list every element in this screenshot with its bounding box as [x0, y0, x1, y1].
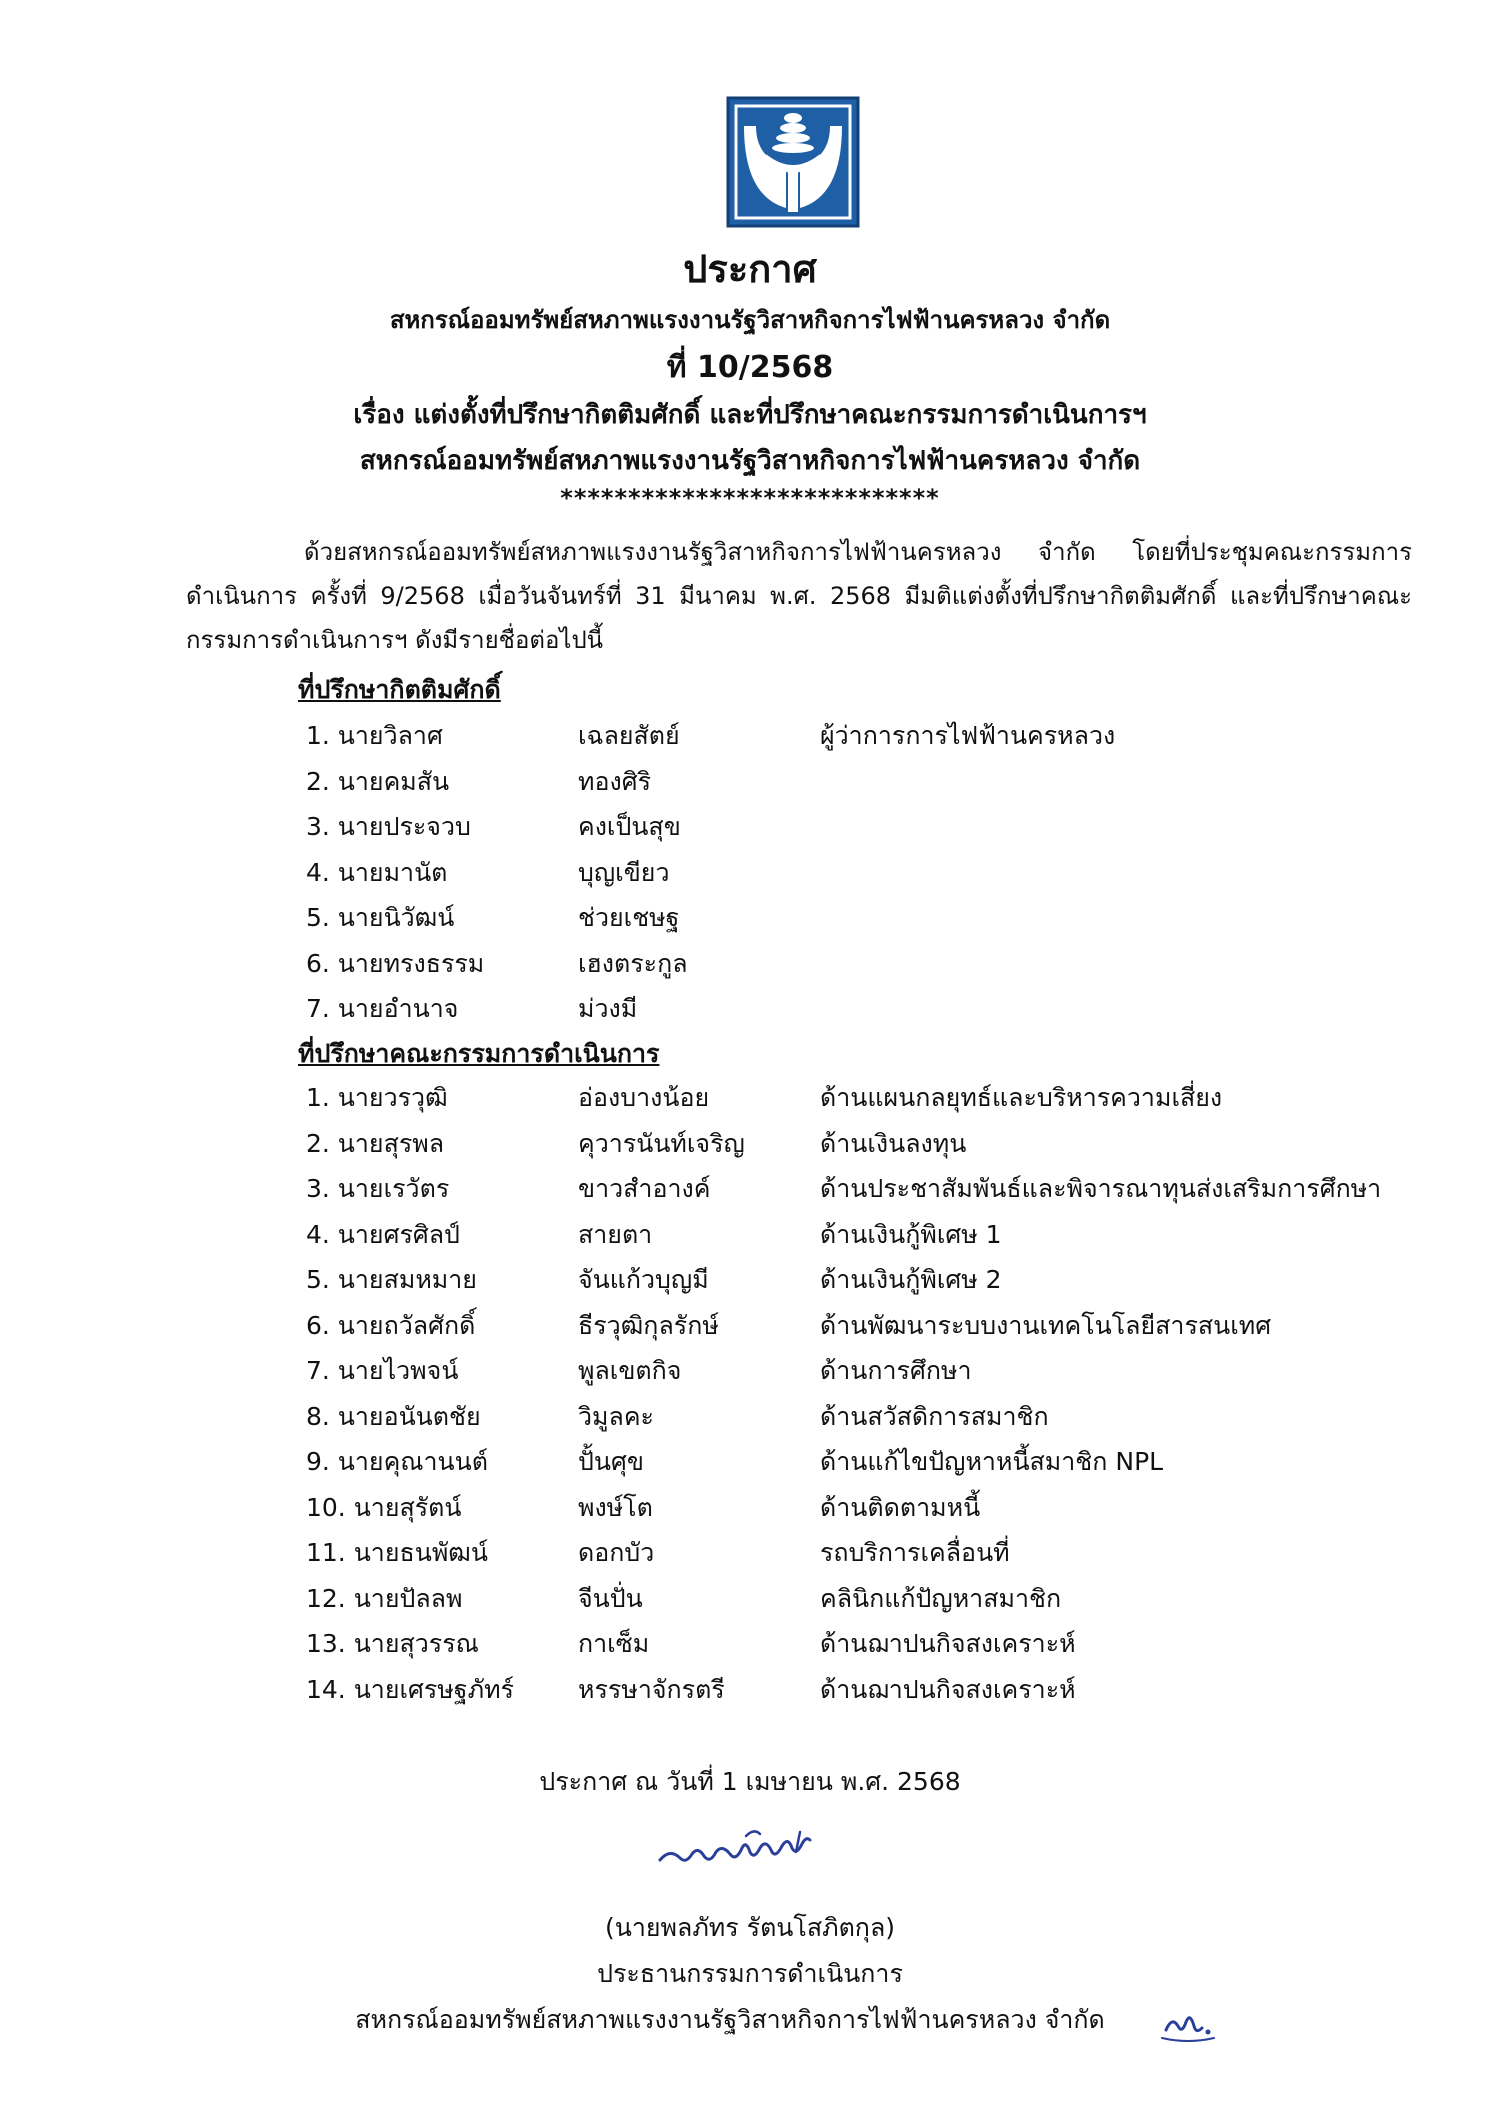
- member-surname: ธีรวุฒิกุลรักษ์: [578, 1310, 719, 1340]
- member-role: ด้านพัฒนาระบบงานเทคโนโลยีสารสนเทศ: [820, 1310, 1272, 1340]
- member-name: 3. นายเรวัตร: [306, 1174, 450, 1203]
- member-role: ด้านฌาปนกิจสงเคราะห์: [820, 1674, 1076, 1704]
- member-name: 6. นายถวัลศักดิ์: [306, 1310, 476, 1340]
- member-role: ด้านประชาสัมพันธ์และพิจารณาทุนส่งเสริมการศึกษา: [820, 1174, 1382, 1203]
- honorary-row: [0, 989, 1500, 1029]
- member-surname: ปั้นศุข: [578, 1447, 644, 1476]
- member-name: 6. นายทรงธรรม: [306, 948, 485, 978]
- member-surname: วิมูลคะ: [578, 1401, 654, 1431]
- signer-position: ประธานกรรมการดำเนินการ: [597, 1959, 903, 1988]
- member-surname: ขาวสำอางค์: [578, 1174, 711, 1203]
- honorary-row: [0, 762, 1500, 802]
- member-name: 7. นายอำนาจ: [306, 994, 459, 1023]
- signer-organization: สหกรณ์ออมทรัพย์สหภาพแรงงานรัฐวิสาหกิจการไฟฟ้านครหลวง จำกัด: [355, 2005, 1105, 2034]
- member-name: 8. นายอนันตชัย: [306, 1401, 481, 1431]
- committee-row: [0, 1579, 1500, 1619]
- member-surname: ทองศิริ: [578, 766, 651, 796]
- member-name: 5. นายนิวัฒน์: [306, 903, 455, 932]
- committee-row: [0, 1442, 1500, 1482]
- body-paragraph-text: ด้วยสหกรณ์ออมทรัพย์สหภาพแรงงานรัฐวิสาหกิจการไฟฟ้านครหลวง จำกัด โดยที่ประชุมคณะกรรมการดำเนินการ ครั้งที่ 9/2568 เมื่อวันจันทร์ที่ 31 มีนาคม พ.ศ. 2568 มีมติแต่งตั้งที่ปรึกษากิตติมศักดิ์ และที่ปรึกษาคณะกรรมการดำเนินการฯ ดังมีรายชื่อต่อไปนี้: [186, 538, 1412, 654]
- member-name: 10. นายสุรัตน์: [306, 1492, 462, 1522]
- member-name: 2. นายสุรพล: [306, 1128, 445, 1158]
- honorary-row: [0, 898, 1500, 938]
- member-role: ด้านแก้ไขปัญหาหนี้สมาชิก NPL: [820, 1447, 1164, 1476]
- member-surname: กาเซ็ม: [578, 1629, 650, 1658]
- subject-line: เรื่อง แต่งตั้งที่ปรึกษากิตติมศักดิ์ และที่ปรึกษาคณะกรรมการดำเนินการฯ: [353, 400, 1147, 430]
- member-role: ด้านสวัสดิการสมาชิก: [820, 1401, 1049, 1431]
- member-surname: หรรษาจักรตรี: [578, 1674, 725, 1704]
- honorary-row: [0, 944, 1500, 984]
- announcement-number: ที่ 10/2568: [666, 350, 834, 385]
- member-role: ด้านเงินลงทุน: [820, 1128, 967, 1158]
- member-name: 5. นายสมหมาย: [306, 1265, 477, 1294]
- committee-row: [0, 1670, 1500, 1710]
- committee-row: [0, 1306, 1500, 1346]
- member-surname: เฉลยสัตย์: [578, 721, 680, 750]
- member-role: ด้านเงินกู้พิเศษ 1: [820, 1219, 1002, 1249]
- member-role: ด้านฌาปนกิจสงเคราะห์: [820, 1629, 1076, 1658]
- body-paragraph: [186, 530, 1412, 662]
- member-surname: พูลเขตกิจ: [578, 1356, 682, 1385]
- committee-row: [0, 1397, 1500, 1437]
- member-name: 12. นายปัลลพ: [306, 1583, 463, 1613]
- member-name: 11. นายธนพัฒน์: [306, 1538, 488, 1567]
- member-role: ด้านการศึกษา: [820, 1356, 972, 1385]
- member-name: 1. นายวรวุฒิ: [306, 1083, 448, 1112]
- member-role: รถบริการเคลื่อนที่: [820, 1538, 1010, 1567]
- subject-organization: สหกรณ์ออมทรัพย์สหภาพแรงงานรัฐวิสาหกิจการไฟฟ้านครหลวง จำกัด: [359, 446, 1141, 476]
- cooperative-logo-icon: [726, 96, 860, 228]
- member-surname: ดอกบัว: [578, 1538, 655, 1567]
- member-name: 9. นายคุณานนต์: [306, 1447, 488, 1476]
- member-surname: อ่องบางน้อย: [578, 1083, 710, 1112]
- member-role: ด้านติดตามหนี้: [820, 1492, 981, 1522]
- signature-image: [650, 1818, 830, 1878]
- member-name: 4. นายมานัต: [306, 857, 448, 887]
- member-name: 14. นายเศรษฐภัทร์: [306, 1674, 514, 1704]
- member-name: 7. นายไวพจน์: [306, 1356, 459, 1385]
- committee-row: [0, 1078, 1500, 1118]
- organization-name: สหกรณ์ออมทรัพย์สหภาพแรงงานรัฐวิสาหกิจการไฟฟ้านครหลวง จำกัด: [389, 306, 1111, 334]
- committee-row: [0, 1260, 1500, 1300]
- honorary-row: [0, 716, 1500, 756]
- page-title: ประกาศ: [683, 247, 817, 291]
- member-surname: คงเป็นสุข: [578, 812, 681, 841]
- member-surname: จันแก้วบุญมี: [578, 1265, 709, 1294]
- honorary-row: [0, 807, 1500, 847]
- member-surname: จีนปั่น: [578, 1583, 643, 1613]
- member-name: 13. นายสุวรรณ: [306, 1629, 479, 1658]
- honorary-row: [0, 853, 1500, 893]
- member-surname: สายตา: [578, 1219, 653, 1249]
- committee-heading: ที่ปรึกษาคณะกรรมการดำเนินการ: [298, 1039, 660, 1068]
- honorary-heading: ที่ปรึกษากิตติมศักดิ์: [298, 675, 501, 704]
- member-name: 2. นายคมสัน: [306, 766, 450, 796]
- initial-mark-image: [1158, 2000, 1218, 2044]
- member-role: ด้านเงินกู้พิเศษ 2: [820, 1265, 1002, 1294]
- member-surname: ม่วงมี: [578, 994, 638, 1023]
- member-name: 1. นายวิลาศ: [306, 721, 443, 750]
- committee-row: [0, 1169, 1500, 1209]
- signer-name: (นายพลภัทร รัตนโสภิตกุล): [604, 1913, 896, 1942]
- member-role: คลินิกแก้ปัญหาสมาชิก: [820, 1583, 1062, 1613]
- committee-row: [0, 1624, 1500, 1664]
- member-surname: ช่วยเชษฐ: [578, 903, 680, 932]
- committee-row: [0, 1533, 1500, 1573]
- announce-date: ประกาศ ณ วันที่ 1 เมษายน พ.ศ. 2568: [539, 1767, 961, 1796]
- member-surname: คุวารนันท์เจริญ: [578, 1128, 745, 1158]
- member-surname: เฮงตระกูล: [578, 948, 688, 978]
- committee-row: [0, 1488, 1500, 1528]
- member-name: 4. นายศรศิลป์: [306, 1219, 460, 1249]
- committee-row: [0, 1351, 1500, 1391]
- member-surname: พงษ์โต: [578, 1492, 653, 1522]
- committee-row: [0, 1215, 1500, 1255]
- member-surname: บุญเขียว: [578, 857, 670, 887]
- member-role: ด้านแผนกลยุทธ์และบริหารความเสี่ยง: [820, 1083, 1223, 1112]
- member-name: 3. นายประจวบ: [306, 812, 471, 841]
- committee-row: [0, 1124, 1500, 1164]
- member-role: ผู้ว่าการการไฟฟ้านครหลวง: [820, 721, 1116, 750]
- separator-stars: ****************************: [560, 484, 940, 512]
